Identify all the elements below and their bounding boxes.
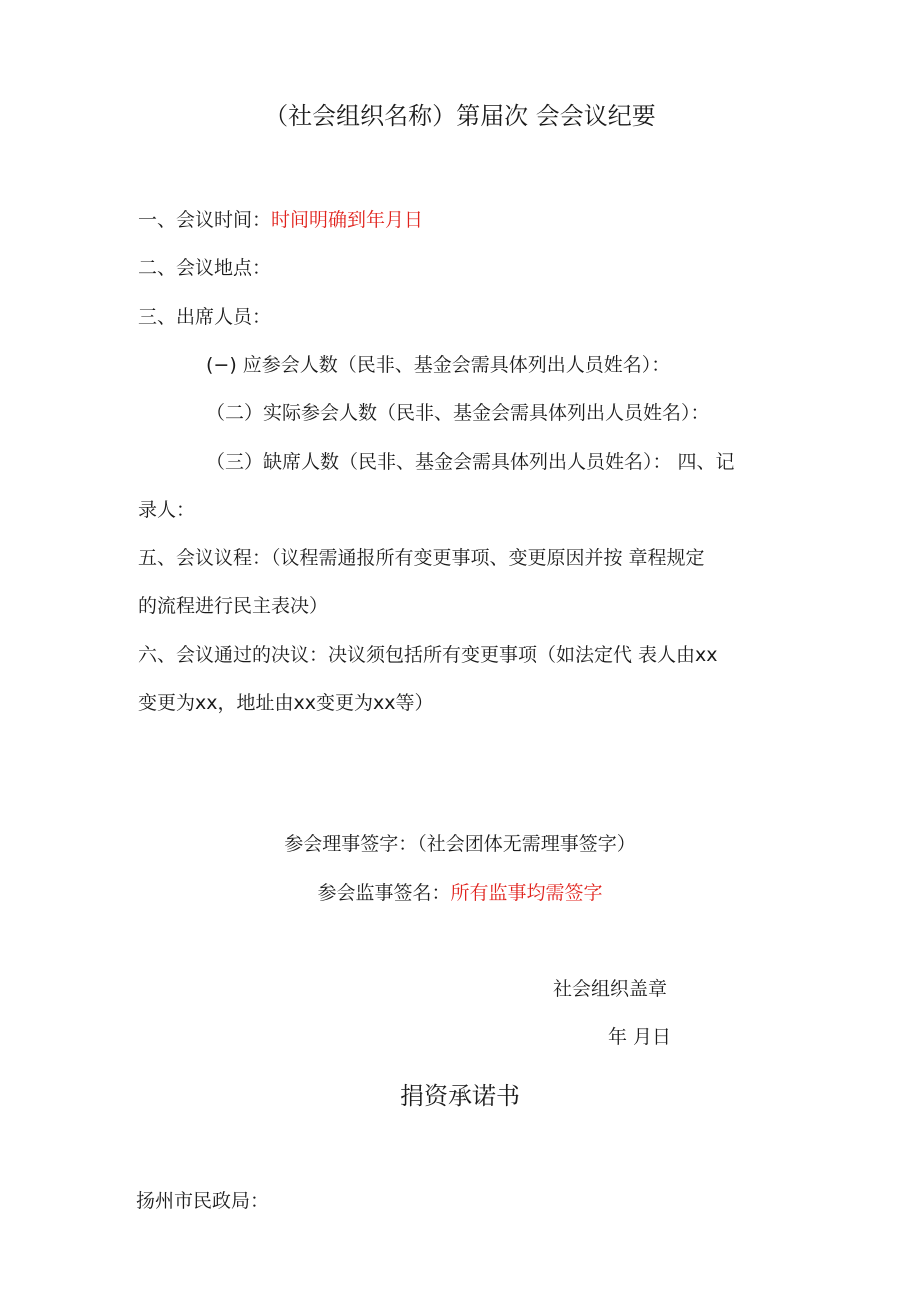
meeting-time-label: 一、会议时间： <box>138 209 272 231</box>
resolution-line-2: 变更为xx，地址由xx变更为xx等） <box>138 692 434 714</box>
meeting-time-note: 时间明确到年月日 <box>271 209 424 231</box>
supervisors-label: 参会监事签名： <box>317 882 451 904</box>
directors-signature-line: 参会理事签字：（社会团体无需理事签字） <box>284 833 636 855</box>
pledge-title: 捐资承诺书 <box>400 1082 520 1110</box>
recorder-label: 录人： <box>138 499 196 521</box>
attendees-actual: （二）实际参会人数（民非、基金会需具体列出人员姓名）： <box>206 402 710 424</box>
organization-seal-label: 社会组织盖章 <box>553 978 668 1000</box>
attendees-label: 三、出席人员： <box>138 306 272 328</box>
attendees-expected: (−) 应参会人数（民非、基金会需具体列出人员姓名）： <box>206 354 671 376</box>
supervisors-note: 所有监事均需签字 <box>450 882 603 904</box>
agenda-line-1: 五、会议议程：（议程需通报所有变更事项、变更原因并按 章程规定 <box>138 547 705 569</box>
date-line: 年 月日 <box>608 1026 672 1048</box>
agenda-line-2: 的流程进行民主表决） <box>138 595 329 617</box>
pledge-addressee: 扬州市民政局： <box>136 1190 270 1212</box>
supervisors-signature-line <box>0 880 920 906</box>
resolution-line-1: 六、会议通过的决议：决议须包括所有变更事项（如法定代 表人由xx <box>138 644 718 666</box>
attendees-absent: （三）缺席人数（民非、基金会需具体列出人员姓名）： 四、记 <box>206 451 735 473</box>
meeting-place-label: 二、会议地点： <box>138 257 272 279</box>
minutes-title: （社会组织名称）第届次 会会议纪要 <box>264 102 656 130</box>
meeting-time-line <box>138 207 423 233</box>
